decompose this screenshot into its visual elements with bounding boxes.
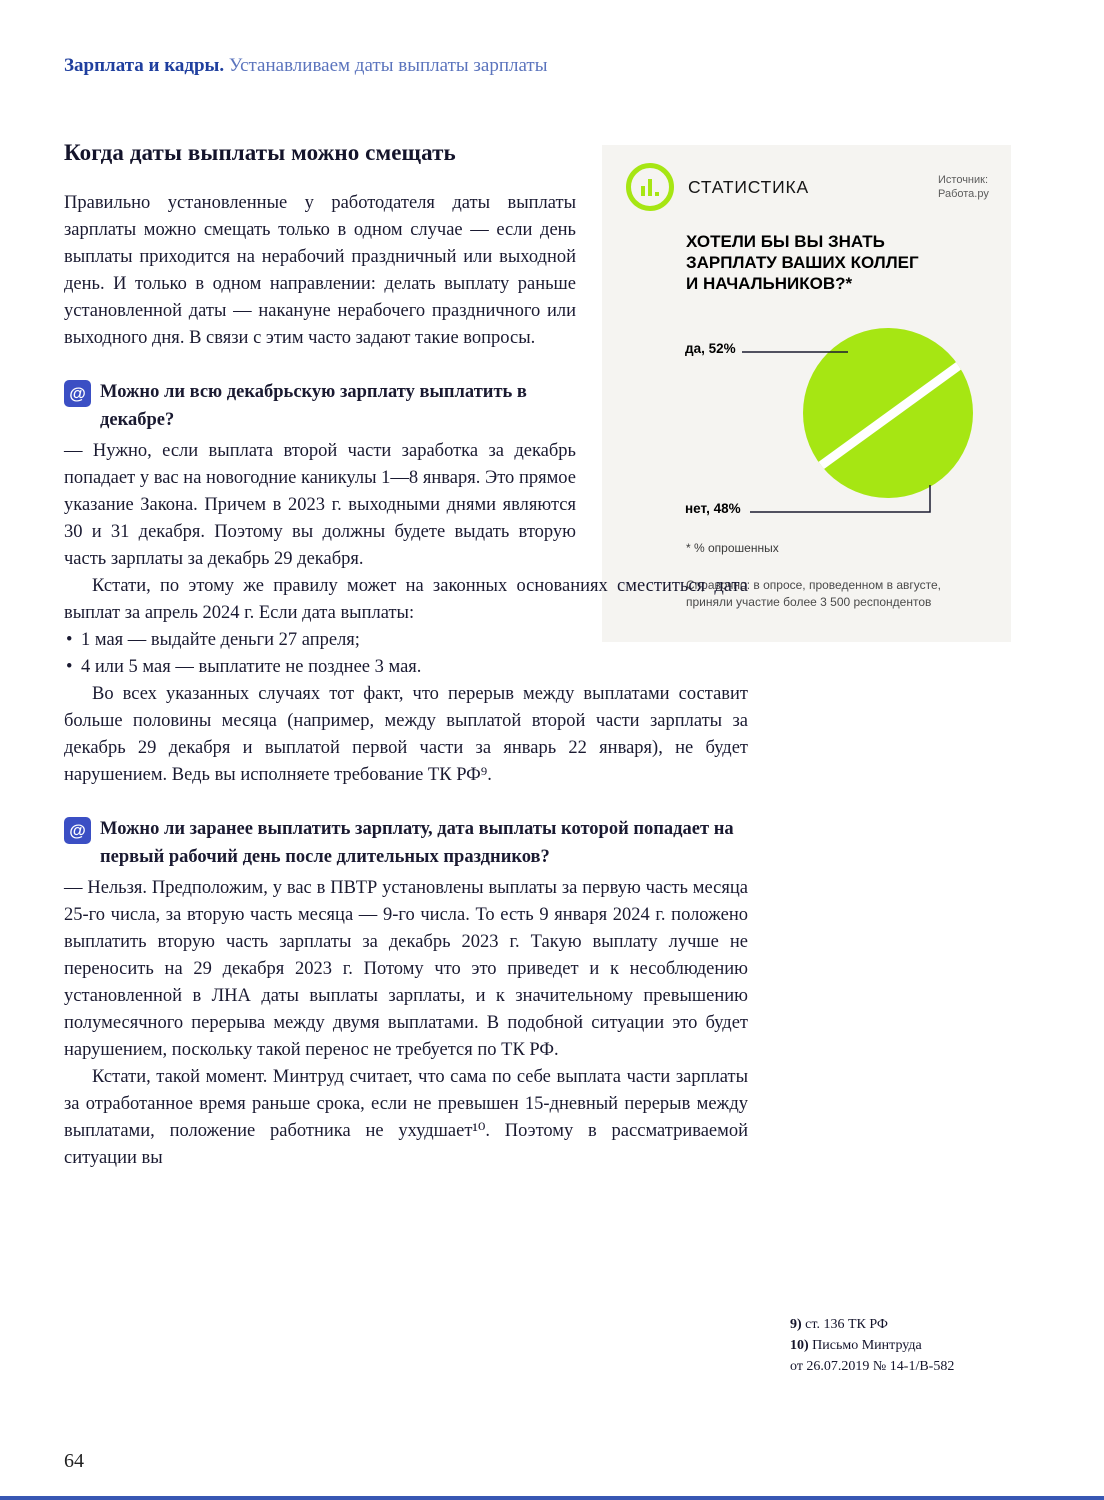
qa1-question — [64, 378, 576, 434]
breadcrumb — [64, 54, 547, 78]
pie-label-no: нет, 48% — [685, 501, 741, 516]
intro-paragraph: Правильно установленные у работодателя даты выплаты зарплаты можно смещать только в одном случае — если день выплаты приходится на нерабочий праздничный или выходной день. И только в одном направлении: делать выплату раньше установленной даты — накануне нерабочего праздничного или выходного дня. В связи с этим часто задают такие вопросы. — [64, 193, 576, 348]
statistics-label: СТАТИСТИКА — [688, 177, 809, 197]
footnote-10-text: Письмо Минтруда — [808, 1338, 922, 1353]
statistics-question: ХОТЕЛИ БЫ ВЫ ЗНАТЬ ЗАРПЛАТУ ВАШИХ КОЛЛЕГ И НАЧАЛЬНИКОВ?* — [686, 232, 919, 293]
article-wide-column — [64, 573, 748, 1172]
qa1-question-text: Можно ли всю декабрьскую зарплату выплатить в декабре? — [100, 382, 527, 430]
footnote-10-line2: от 26.07.2019 № 14-1/В-582 — [790, 1359, 955, 1374]
statistics-footnote: * % опрошенных — [686, 541, 779, 555]
footnotes — [790, 1314, 1022, 1377]
list-item — [64, 654, 748, 681]
statistics-note: Справочно: в опросе, проведенном в августе, приняли участие более 3 500 респондентов — [686, 578, 942, 609]
list-item-text: 1 мая — выдайте деньги 27 апреля; — [81, 630, 360, 650]
breadcrumb-section: Зарплата и кадры. — [64, 55, 225, 76]
pie-label-yes: да, 52% — [685, 341, 736, 356]
qa2-answer-paragraph-1: — Нельзя. Предположим, у вас в ПВТР установлены выплаты за первую часть месяца 25-го числа, за вторую часть месяца — 9-го числа. То есть 9 января 2024 г. положено выплатить вторую часть зарплаты за декабрь 2023 г. Такую выплату лучше не переносить на 29 декабря 2023 г. Потому что это приведет и к несоблюдению установленной в ЛНА даты выплаты зарплаты, и к значительному превышению полумесячного перерыва между двумя выплатами. В подобной ситуации это будет нарушением, поскольку такой перенос не требуется по ТК РФ. — [64, 878, 748, 1060]
qa2-question-text: Можно ли заранее выплатить зарплату, дата выплаты которой попадает на первый рабочий день после длительных праздников? — [100, 819, 734, 867]
article-title: Когда даты выплаты можно смещать — [64, 140, 456, 165]
footnote-9 — [790, 1314, 1022, 1335]
question-at-icon: @ — [64, 380, 91, 407]
qa2-answer-paragraph-2: Кстати, такой момент. Минтруд считает, что сама по себе выплата части зарплаты за отработанное время раньше срока, если не превышен 15-дневный перерыв между выплатами, положение работника не ухудшает¹⁰. Поэтому в рассматриваемой ситуации вы — [64, 1067, 748, 1168]
list-item — [64, 627, 748, 654]
qa1-answer-paragraph-2: Кстати, по этому же правилу может на законных основаниях сместиться дата выплат за апрель 2024 г. Если дата выплаты: — [64, 576, 748, 623]
footnote-10 — [790, 1335, 1022, 1356]
article-narrow-column — [64, 138, 576, 573]
footnote-10-number: 10) — [790, 1338, 809, 1353]
breadcrumb-topic: Устанавливаем даты выплаты зарплаты — [224, 55, 548, 76]
statistics-source-line1: Источник: — [938, 174, 989, 186]
page-edge-bar — [0, 1496, 1104, 1500]
qa1-answer-paragraph-1: — Нужно, если выплата второй части заработка за декабрь попадает у вас на новогодние каникулы 1—8 января. Это прямое указание Закона. Причем в 2023 г. выходными днями являются 30 и 31 декабря. Поэтому вы должны будете выдать вторую часть зарплаты за декабрь 29 декабря. — [64, 441, 576, 569]
footnote-9-number: 9) — [790, 1317, 802, 1332]
article — [64, 138, 754, 1172]
page-number: 64 — [64, 1450, 84, 1472]
qa1-answer-paragraph-3: Во всех указанных случаях тот факт, что перерыв между выплатами составит больше половины месяца (например, между выплатой второй части зарплаты за декабрь 29 декабря и выплатой первой части за январь 22 января), не будет нарушением. Ведь вы исполняете требование ТК РФ⁹. — [64, 684, 748, 785]
statistics-source-line2: Работа.ру — [938, 188, 989, 200]
footnote-9-text: ст. 136 ТК РФ — [801, 1317, 888, 1332]
question-at-icon: @ — [64, 817, 91, 844]
qa2-question — [64, 815, 748, 871]
list-item-text: 4 или 5 мая — выплатите не позднее 3 мая. — [81, 657, 422, 677]
